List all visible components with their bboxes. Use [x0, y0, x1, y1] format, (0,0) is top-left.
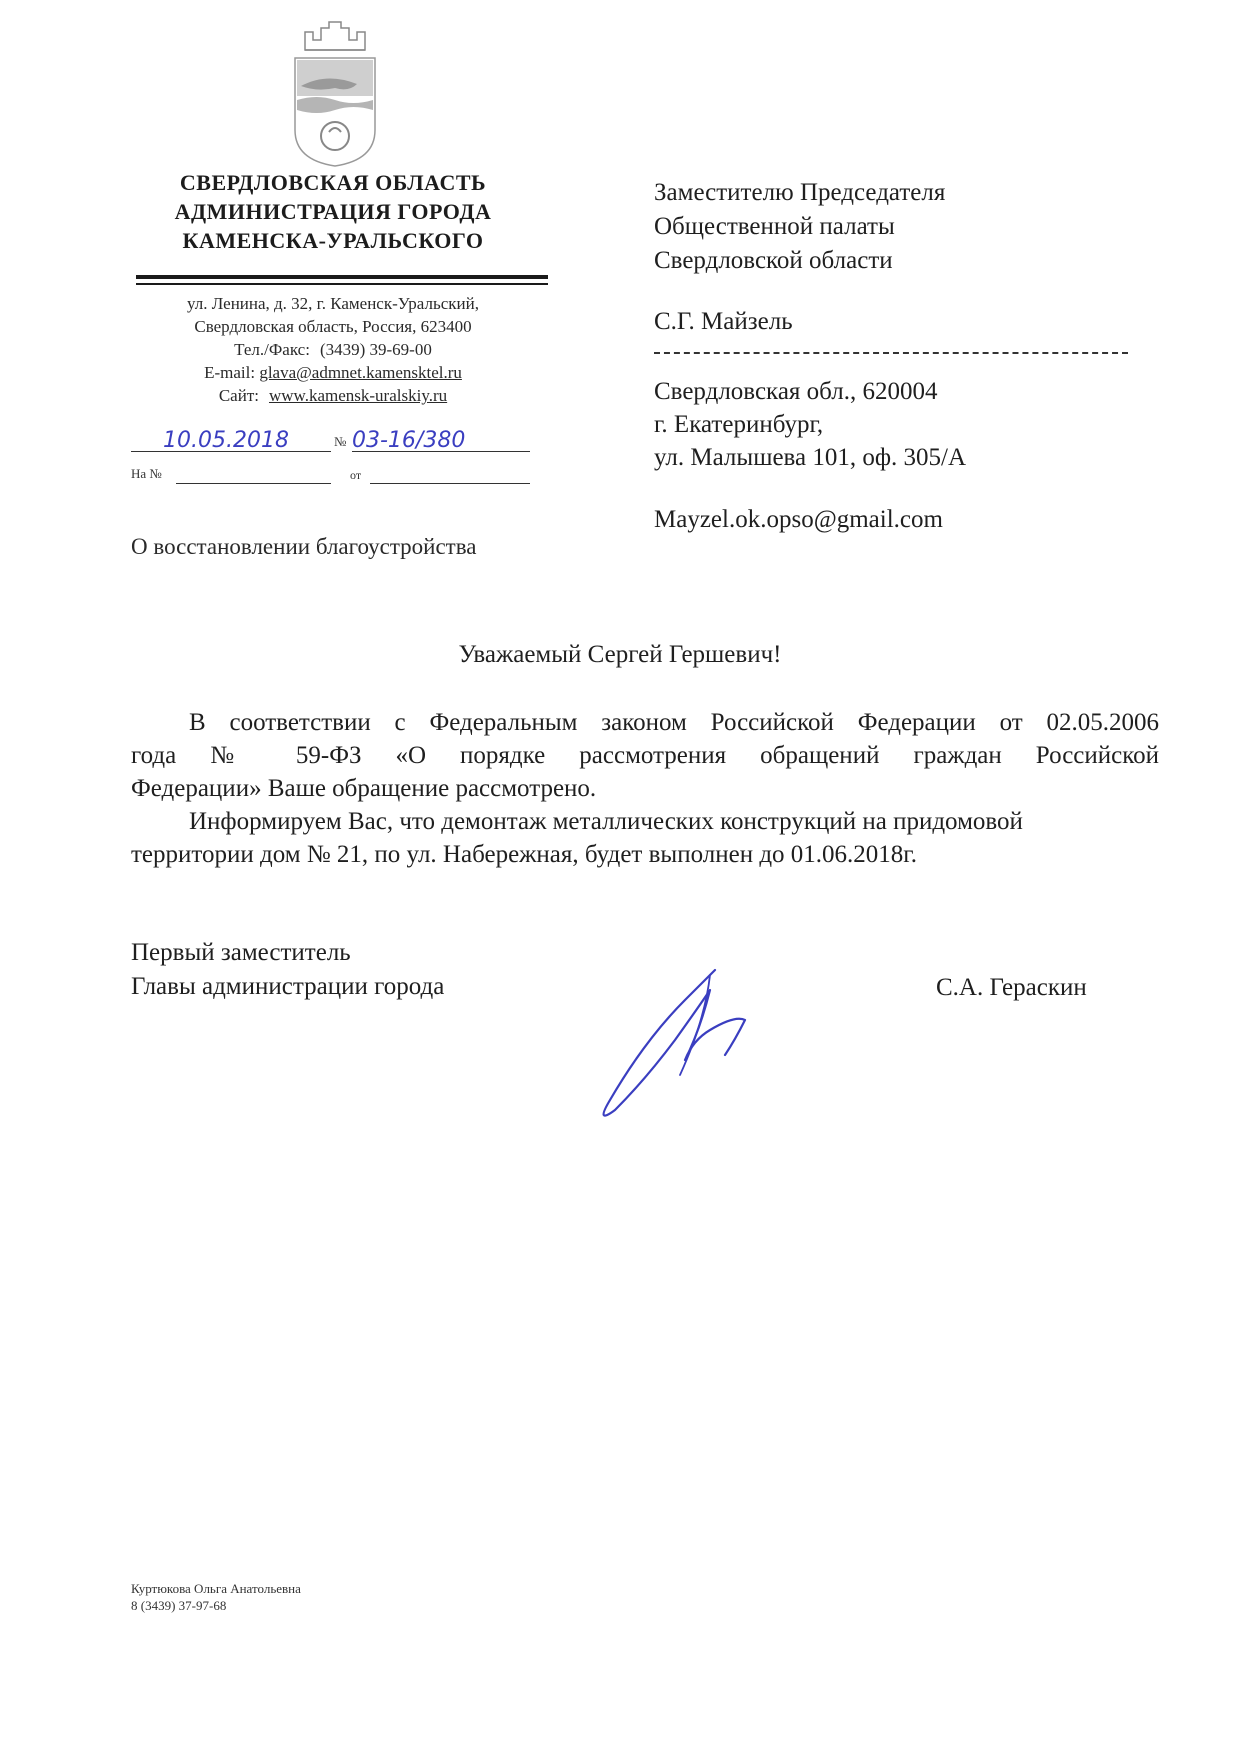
addressee-address-line-1: Свердловская обл., 620004 [654, 378, 938, 405]
organization-name [138, 168, 528, 255]
registration-date-line [131, 451, 331, 452]
body-paragraph-2 [131, 805, 1159, 871]
signatory-name: С.А. Гераскин [936, 974, 1087, 1001]
addressee-address-line-2: г. Екатеринбург, [654, 411, 824, 438]
letter-subject: О восстановлении благоустройства [131, 534, 477, 559]
reference-number-line [176, 483, 331, 484]
org-line-3: КАМЕНСКА-УРАЛЬСКОГО [182, 228, 484, 253]
coat-of-arms-emblem [287, 20, 383, 168]
registration-number-line [352, 451, 530, 452]
org-line-2: АДМИНИСТРАЦИЯ ГОРОДА [174, 199, 492, 224]
addressee-email: Mayzel.ok.opso@gmail.com [654, 506, 943, 533]
signatory-position-line-2: Главы администрации города [131, 973, 445, 1000]
body-paragraph-1 [131, 706, 1159, 805]
site-row [138, 384, 528, 407]
address-line-2: Свердловская область, Россия, 623400 [194, 317, 472, 336]
p1-line-1: В соответствии с Федеральным законом Российской Федерации от 02.05.2006 [189, 709, 1159, 736]
org-line-1: СВЕРДЛОВСКАЯ ОБЛАСТЬ [179, 170, 487, 195]
email-row [138, 361, 528, 384]
p1-line-2: года № 59-ФЗ «О порядке рассмотрения обращений граждан Российской [131, 742, 1159, 769]
addressee-name: С.Г. Майзель [654, 308, 793, 335]
reference-date-line [370, 483, 530, 484]
p2-line-2: территории дом № 21, по ул. Набережная, будет выполнен до 01.06.2018г. [131, 841, 917, 868]
addressee-line-1: Заместителю Председателя [654, 179, 946, 206]
registration-number: 03-16/380 [352, 428, 466, 453]
reference-number-label: На № [131, 466, 162, 481]
email-link[interactable]: glava@admnet.kamensktel.ru [259, 363, 462, 382]
reference-date-label: от [350, 468, 362, 482]
executor-name: Куртюкова Ольга Анатольевна [131, 1581, 301, 1596]
registration-date: 10.05.2018 [163, 428, 289, 453]
executor-phone: 8 (3439) 37-97-68 [131, 1598, 227, 1613]
signatory-position-line-1: Первый заместитель [131, 939, 351, 966]
addressee-line-3: Свердловской области [654, 247, 893, 274]
addressee-line-2: Общественной палаты [654, 213, 895, 240]
addressee-address [654, 375, 966, 474]
salutation: Уважаемый Сергей Гершевич! [458, 641, 782, 668]
letterhead-rule-thin [136, 283, 548, 285]
email-label: E-mail: [204, 363, 256, 382]
p2-line-1: Информируем Вас, что демонтаж металлических конструкций на придомовой [189, 808, 1023, 835]
letterhead-rule-thick [136, 275, 548, 279]
phone-row [138, 338, 528, 361]
addressee-title [654, 176, 945, 278]
executor-info [131, 1580, 301, 1614]
p1-line-3: Федерации» Ваше обращение рассмотрено. [131, 775, 597, 802]
letterhead-address [138, 292, 528, 407]
handwritten-signature [585, 960, 765, 1130]
phone-value: (3439) 39-69-00 [319, 340, 432, 359]
phone-label: Тел./Факс: [234, 340, 310, 359]
addressee-address-line-3: ул. Малышева 101, оф. 305/А [654, 444, 967, 471]
site-link[interactable]: www.kamensk-uralskiy.ru [268, 386, 448, 405]
addressee-dashed-separator [654, 352, 1128, 354]
signatory-position [131, 936, 444, 1004]
number-sign: № [334, 434, 347, 449]
site-label: Сайт: [218, 386, 259, 405]
address-line-1: ул. Ленина, д. 32, г. Каменск-Уральский, [187, 294, 479, 313]
